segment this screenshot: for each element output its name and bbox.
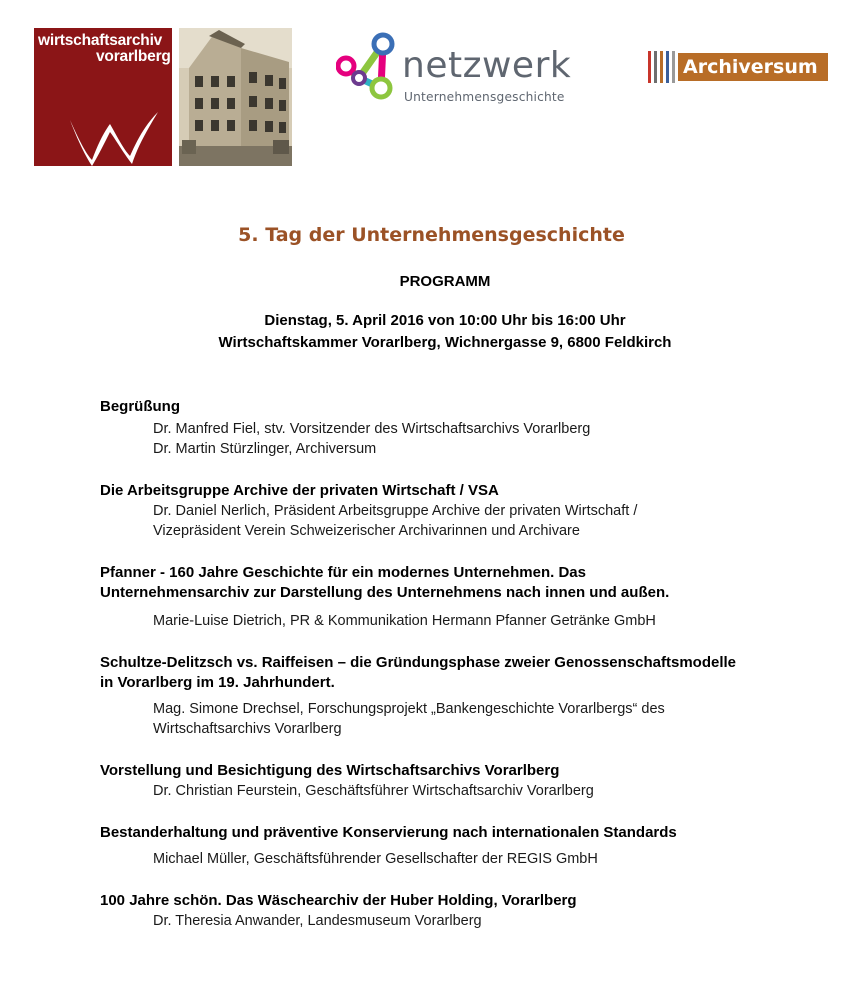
building-illustration: [179, 28, 292, 166]
agenda-item: [100, 397, 820, 459]
agenda-speaker: Dr. Martin Stürzlinger, Archiversum: [153, 441, 377, 457]
agenda-speaker: Mag. Simone Drechsel, Forschungsprojekt „Bankengeschichte Vorarlbergs“ des: [153, 701, 665, 717]
archiversum-logo: [648, 50, 828, 84]
netzwerk-wordmark: netzwerk: [402, 45, 572, 86]
logo-text-line1: wirtschaftsarchiv: [38, 32, 163, 49]
agenda-item: [100, 481, 820, 541]
wirtschaftsarchiv-logo: [34, 28, 172, 166]
program-agenda: [100, 397, 820, 931]
agenda-item-title: 100 Jahre schön. Das Wäschearchiv der Huber Holding, Vorarlberg: [100, 892, 577, 909]
agenda-item-title: Unternehmensarchiv zur Darstellung des Unternehmens nach innen und außen.: [100, 584, 670, 601]
archive-building-photo: [179, 28, 292, 166]
event-date: Dienstag, 5. April 2016 von 10:00 Uhr bis 16:00 Uhr: [264, 312, 626, 329]
netzwerk-logo: [336, 32, 586, 110]
agenda-speaker: Dr. Daniel Nerlich, Präsident Arbeitsgruppe Archive der privaten Wirtschaft /: [153, 503, 638, 519]
agenda-item: [100, 653, 820, 739]
agenda-item-title: Die Arbeitsgruppe Archive der privaten Wirtschaft / VSA: [100, 482, 499, 499]
agenda-item-title: in Vorarlberg im 19. Jahrhundert.: [100, 674, 335, 691]
agenda-speaker: Michael Müller, Geschäftsführender Gesellschafter der REGIS GmbH: [153, 851, 598, 867]
event-title: 5. Tag der Unternehmensgeschichte: [238, 224, 625, 246]
logo-text-line2: vorarlberg: [96, 48, 171, 65]
agenda-item-title: Schultze-Delitzsch vs. Raiffeisen – die Gründungsphase zweier Genossenschaftsmodelle: [100, 654, 737, 671]
netzwerk-subtitle: Unternehmensgeschichte: [404, 90, 565, 104]
agenda-speaker: Vizepräsident Verein Schweizerischer Archivarinnen und Archivare: [153, 523, 580, 539]
agenda-speaker: Dr. Theresia Anwander, Landesmuseum Vorarlberg: [153, 913, 482, 929]
agenda-speaker: Marie-Luise Dietrich, PR & Kommunikation Hermann Pfanner Getränke GmbH: [153, 613, 656, 629]
agenda-item-title: Vorstellung und Besichtigung des Wirtschaftsarchivs Vorarlberg: [100, 762, 560, 779]
archiversum-label: Archiversum: [678, 53, 828, 81]
w-swoosh-icon: [34, 28, 172, 166]
agenda-item: [100, 563, 820, 631]
agenda-speaker: Wirtschaftsarchivs Vorarlberg: [153, 721, 342, 737]
agenda-item-title: Begrüßung: [100, 398, 180, 415]
network-nodes-icon: [336, 32, 402, 110]
agenda-item-title: Pfanner - 160 Jahre Geschichte für ein modernes Unternehmen. Das: [100, 564, 586, 581]
program-heading: PROGRAMM: [399, 273, 491, 290]
agenda-speaker: Dr. Christian Feurstein, Geschäftsführer Wirtschaftsarchiv Vorarlberg: [153, 783, 594, 799]
agenda-item: [100, 761, 820, 801]
agenda-item: [100, 891, 820, 931]
agenda-item-title: Bestanderhaltung und präventive Konservierung nach internationalen Standards: [100, 824, 677, 841]
agenda-speaker: Dr. Manfred Fiel, stv. Vorsitzender des Wirtschaftsarchivs Vorarlberg: [153, 421, 591, 437]
agenda-item: [100, 823, 820, 869]
event-venue: Wirtschaftskammer Vorarlberg, Wichnergasse 9, 6800 Feldkirch: [218, 334, 672, 351]
